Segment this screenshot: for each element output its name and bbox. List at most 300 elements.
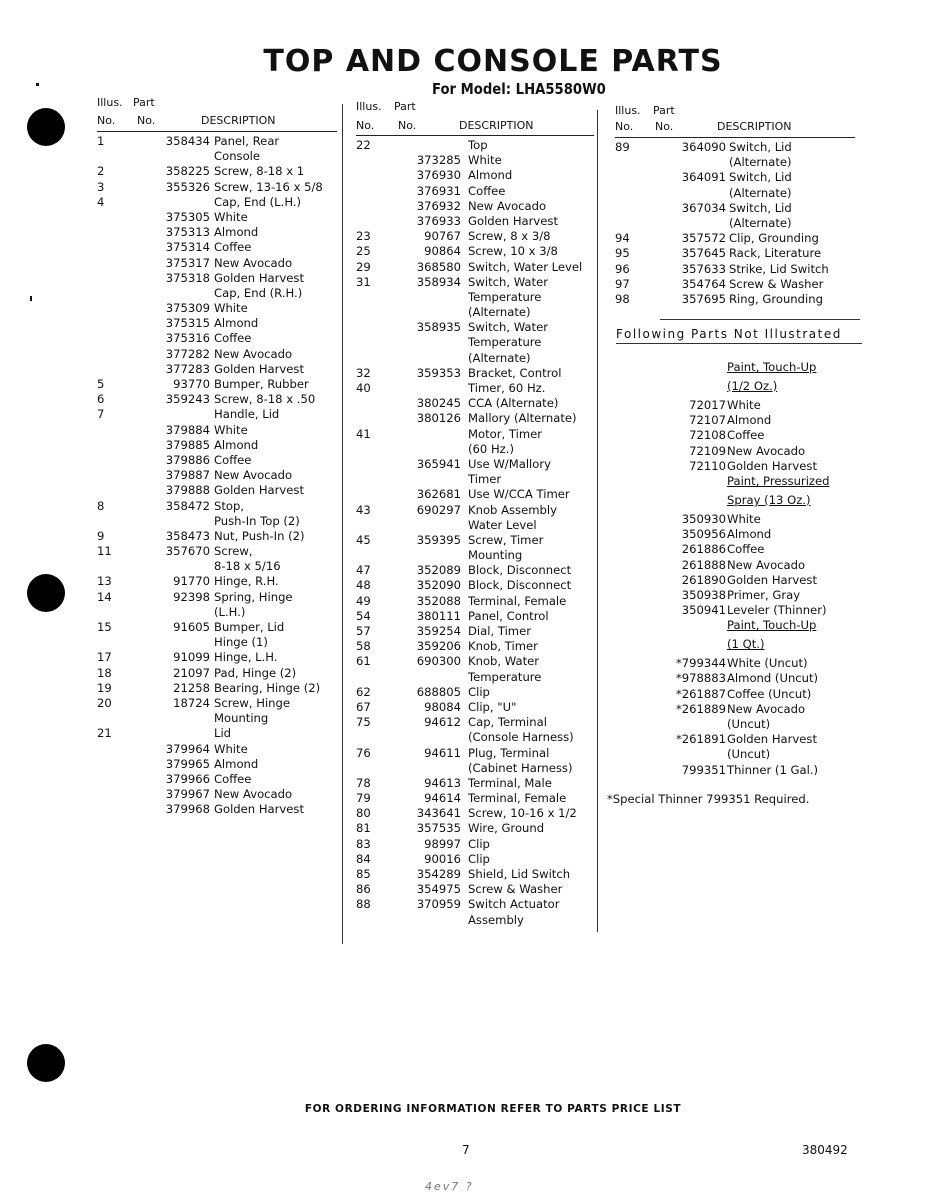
table-row (356, 548, 594, 563)
part-description: Screw, 13-16 x 5/8 (214, 179, 323, 194)
illus-number: 85 (356, 867, 371, 881)
part-description: Screw, 8-18 x 1 (214, 164, 305, 179)
table-row (97, 650, 337, 665)
illus-number: 78 (356, 775, 371, 790)
table-row (356, 411, 594, 426)
table-row (615, 277, 855, 292)
table-row (356, 290, 594, 305)
part-description: Coffee (214, 771, 252, 786)
part-description: New Avocado (468, 198, 547, 213)
table-row (356, 366, 594, 381)
part-description: Golden Harvest (214, 270, 304, 285)
part-number: 90767 (424, 229, 461, 244)
part-description: Almond (214, 437, 259, 452)
part-label: Part (653, 104, 675, 117)
illus-number: 7 (97, 407, 105, 422)
table-row (356, 791, 594, 806)
part-number: 376932 (416, 198, 461, 213)
illus-number: 15 (97, 620, 112, 634)
part-description: New Avocado (727, 701, 806, 716)
part-description: Clip (468, 836, 490, 851)
table-row (356, 867, 594, 882)
table-row (615, 763, 855, 778)
table-row (97, 195, 337, 210)
table-row (356, 168, 594, 183)
table-row (356, 563, 594, 578)
part-number: 90864 (424, 244, 461, 259)
illus-number: 67 (356, 699, 371, 714)
part-description: Pad, Hinge (2) (214, 665, 297, 680)
part-number: 261888 (681, 557, 726, 572)
page-title: TOP AND CONSOLE PARTS (263, 44, 723, 79)
part-number: 375318 (165, 270, 210, 285)
table-row (356, 700, 594, 715)
illus-number: 13 (97, 574, 112, 589)
table-row (356, 184, 594, 199)
illus-number: 22 (356, 138, 371, 152)
illus-number: 20 (97, 695, 112, 710)
table-row (97, 423, 337, 438)
part-description: Assembly (468, 912, 524, 927)
footnote: *Special Thinner 799351 Required. (607, 792, 810, 806)
table-row (97, 453, 337, 468)
part-no-label: No. (398, 119, 417, 132)
part-number: 98997 (424, 836, 461, 851)
page-number: 7 (462, 1143, 470, 1157)
part-number: 376933 (416, 213, 461, 228)
part-description: New Avocado (214, 787, 293, 802)
illus-number: 5 (97, 377, 105, 391)
part-number: 261886 (681, 542, 726, 557)
table-row (356, 320, 594, 335)
part-description: Golden Harvest (727, 732, 817, 747)
part-number: 94614 (424, 791, 461, 806)
table-row (356, 624, 594, 639)
table-row (615, 246, 855, 261)
illus-number: 61 (356, 654, 371, 669)
table-row (97, 256, 337, 271)
part-number: 91605 (173, 620, 210, 634)
table-row (97, 802, 337, 817)
part-number: 358934 (416, 274, 461, 289)
illus-number: 96 (615, 261, 630, 276)
part-description: Screw, 10-16 x 1/2 (468, 806, 577, 821)
illus-number: 9 (97, 528, 105, 543)
table-row (97, 362, 337, 377)
part-description: Clip (468, 684, 490, 699)
part-description: Temperature (468, 335, 542, 350)
part-description: (1 Qt.) (727, 637, 765, 652)
table-row (97, 590, 337, 605)
table-row (356, 639, 594, 654)
part-number: 379886 (165, 452, 210, 467)
parts-list (615, 360, 855, 778)
table-row (356, 396, 594, 411)
part-number: 93770 (173, 377, 210, 391)
table-row (356, 229, 594, 244)
part-description: Switch, Water (468, 320, 548, 335)
table-row (97, 666, 337, 681)
part-description: Almond (214, 225, 259, 240)
table-row (356, 518, 594, 533)
table-row (356, 214, 594, 229)
table-row (615, 474, 855, 493)
table-row (615, 717, 855, 732)
column-header (356, 100, 594, 138)
table-row (97, 301, 337, 316)
part-description: (Cabinet Harness) (468, 760, 573, 775)
part-description: Ring, Grounding (729, 291, 823, 306)
illus-number: 48 (356, 578, 371, 593)
header-rule (615, 137, 855, 138)
table-row (356, 654, 594, 669)
part-number: 352089 (416, 563, 461, 578)
table-row (356, 335, 594, 350)
part-number: 72110 (689, 458, 726, 473)
table-row (97, 468, 337, 483)
part-description: Temperature (468, 669, 542, 684)
table-row (615, 603, 855, 618)
illus-number: 2 (97, 164, 105, 179)
part-number: 357670 (165, 544, 210, 559)
table-row (615, 459, 855, 474)
part-description: Coffee (214, 452, 252, 467)
table-row (356, 852, 594, 867)
part-description: Coffee (468, 183, 506, 198)
part-description: Switch Actuator (468, 897, 560, 912)
column-divider (597, 110, 598, 932)
part-number: 359254 (416, 624, 461, 638)
table-row (356, 897, 594, 912)
table-row (615, 618, 855, 637)
part-description: Hinge, L.H. (214, 650, 278, 665)
part-number: 379887 (165, 468, 210, 483)
illus-number: 95 (615, 246, 630, 261)
part-description: Nut, Push-In (2) (214, 528, 305, 543)
part-no-label: No. (137, 114, 156, 127)
part-description: (Alternate) (729, 155, 792, 170)
part-number: 376930 (416, 168, 461, 183)
table-row (615, 656, 855, 671)
part-description: New Avocado (727, 443, 806, 458)
part-description: Almond (214, 756, 259, 771)
table-row (356, 609, 594, 624)
table-row (615, 687, 855, 702)
part-number: 380126 (416, 411, 461, 426)
table-row (97, 210, 337, 225)
part-description: Golden Harvest (727, 458, 817, 473)
part-number: 72109 (689, 443, 726, 458)
table-row (97, 620, 337, 635)
part-description: Panel, Control (468, 608, 549, 623)
part-number: 98084 (424, 699, 461, 714)
part-number: *261891 (675, 732, 726, 747)
table-row (615, 292, 855, 307)
part-description: New Avocado (214, 346, 293, 361)
illus-number: 45 (356, 532, 371, 547)
part-number: 354289 (416, 867, 461, 881)
illus-no-label: No. (356, 119, 375, 132)
part-number: 379888 (165, 483, 210, 498)
part-number: 91099 (173, 650, 210, 665)
table-row (615, 558, 855, 573)
part-description: Paint, Touch-Up (727, 618, 817, 633)
part-description: Spray (13 Oz.) (727, 492, 811, 507)
part-description: Bearing, Hinge (2) (214, 680, 321, 695)
part-number: 355326 (165, 179, 210, 194)
illus-number: 83 (356, 836, 371, 851)
part-description: Rack, Literature (729, 246, 822, 261)
illus-number: 57 (356, 624, 371, 638)
section-rule (660, 319, 860, 320)
part-number: 359395 (416, 532, 461, 547)
part-number: 359243 (165, 392, 210, 407)
part-description: Screw, 10 x 3/8 (468, 244, 558, 259)
table-row (97, 164, 337, 179)
table-row (615, 155, 855, 170)
table-row (615, 637, 855, 656)
part-description: Knob, Timer (468, 639, 538, 654)
illus-number: 43 (356, 502, 371, 517)
illus-number: 14 (97, 589, 112, 604)
table-row (356, 670, 594, 685)
table-row (97, 787, 337, 802)
part-description: (Alternate) (468, 305, 531, 320)
part-description: Strike, Lid Switch (729, 261, 829, 276)
illus-number: 54 (356, 608, 371, 623)
part-number: 380111 (416, 608, 461, 623)
part-description: Cap, Terminal (468, 715, 547, 730)
column-divider (342, 104, 343, 944)
illus-number: 17 (97, 650, 112, 665)
table-row (356, 913, 594, 928)
part-description: Coffee (Uncut) (727, 686, 812, 701)
table-row (615, 201, 855, 216)
illus-number: 29 (356, 259, 371, 274)
part-description: Primer, Gray (727, 587, 801, 602)
part-description: Bumper, Lid (214, 620, 285, 634)
table-row (97, 514, 337, 529)
part-description: 8-18 x 5/16 (214, 559, 281, 574)
part-number: 373285 (416, 153, 461, 168)
section-rule (616, 343, 862, 344)
table-row (615, 542, 855, 557)
header-rule (356, 135, 594, 136)
table-row (615, 588, 855, 603)
part-number: 354975 (416, 882, 461, 897)
part-description: Knob Assembly (468, 502, 557, 517)
part-description: (60 Hz.) (468, 441, 514, 456)
part-number: 688805 (416, 684, 461, 699)
table-row (356, 199, 594, 214)
part-description: Block, Disconnect (468, 578, 572, 593)
table-row (356, 715, 594, 730)
illus-number: 23 (356, 229, 371, 244)
part-number: 375315 (165, 316, 210, 331)
part-description: Coffee (727, 542, 765, 557)
part-number: 91770 (173, 574, 210, 589)
part-description: Spring, Hinge (214, 589, 293, 604)
table-row (356, 244, 594, 259)
part-description: Water Level (468, 517, 537, 532)
part-description: Cap, End (R.H.) (214, 285, 303, 300)
table-row (615, 231, 855, 246)
illus-number: 80 (356, 806, 371, 821)
table-row (615, 671, 855, 686)
illus-number: 4 (97, 194, 105, 209)
part-description: Screw & Washer (468, 882, 563, 897)
part-description: (Alternate) (729, 215, 792, 230)
part-number: 799351 (681, 762, 726, 777)
part-number: 379885 (165, 437, 210, 452)
part-number: 379967 (165, 787, 210, 802)
part-description: Bracket, Control (468, 365, 562, 380)
part-number: *261889 (675, 701, 726, 716)
part-number: 357572 (681, 231, 726, 246)
part-description: White (214, 301, 248, 316)
parts-column-3 (615, 104, 855, 307)
part-description: Almond (Uncut) (727, 671, 819, 686)
binder-hole-top (27, 108, 65, 146)
part-description: Screw, (214, 544, 253, 559)
table-row (97, 271, 337, 286)
part-description: New Avocado (214, 255, 293, 270)
table-row (356, 472, 594, 487)
part-description: New Avocado (214, 468, 293, 483)
part-number: 357695 (681, 291, 726, 306)
table-row (356, 275, 594, 290)
part-number: 367034 (681, 200, 726, 215)
table-row (97, 605, 337, 620)
table-row (615, 747, 855, 762)
table-row (97, 544, 337, 559)
part-number: 379884 (165, 422, 210, 437)
part-description: Golden Harvest (214, 802, 304, 817)
part-description: Lid (214, 726, 232, 741)
part-description: Golden Harvest (468, 213, 558, 228)
illus-number: 31 (356, 274, 371, 289)
illus-number: 86 (356, 882, 371, 897)
part-no-label: No. (655, 120, 674, 133)
part-number: 370959 (416, 897, 461, 912)
header-rule (97, 131, 337, 132)
part-number: 380245 (416, 396, 461, 411)
table-row (356, 730, 594, 745)
not-illustrated-heading: Following Parts Not Illustrated (616, 327, 842, 341)
binder-hole-bottom (27, 1044, 65, 1082)
part-description: Clip, Grounding (729, 231, 819, 246)
table-row (356, 305, 594, 320)
column-header (97, 96, 337, 134)
part-number: 377282 (165, 346, 210, 361)
table-row (356, 381, 594, 396)
part-number: 350956 (681, 527, 726, 542)
part-number: 379968 (165, 802, 210, 817)
table-row (97, 635, 337, 650)
part-description: Handle, Lid (214, 407, 280, 422)
part-description: Hinge (1) (214, 635, 268, 650)
description-label: DESCRIPTION (201, 114, 276, 127)
part-description: Almond (727, 527, 772, 542)
part-number: 377283 (165, 361, 210, 376)
part-number: 358935 (416, 320, 461, 335)
illus-number: 89 (615, 140, 630, 154)
part-number: 358472 (165, 498, 210, 513)
table-row (97, 574, 337, 589)
part-number: 358434 (165, 134, 210, 148)
table-row (356, 533, 594, 548)
table-row (97, 438, 337, 453)
part-number: 94611 (424, 745, 461, 760)
illus-number: 75 (356, 715, 371, 730)
model-line: For Model: LHA5580W0 (432, 80, 606, 98)
part-number: 350930 (681, 511, 726, 526)
part-description: Hinge, R.H. (214, 574, 279, 589)
part-description: CCA (Alternate) (468, 396, 559, 411)
scan-speck (36, 83, 39, 86)
table-row (97, 757, 337, 772)
part-description: Golden Harvest (214, 483, 304, 498)
part-number: 379965 (165, 756, 210, 771)
description-label: DESCRIPTION (717, 120, 792, 133)
table-row (356, 442, 594, 457)
table-row (615, 262, 855, 277)
part-description: Switch, Lid (729, 170, 792, 185)
illus-number: 1 (97, 134, 105, 148)
table-row (97, 316, 337, 331)
part-number: 376931 (416, 183, 461, 198)
table-row (615, 140, 855, 155)
part-description: Terminal, Female (468, 593, 567, 608)
table-row (356, 821, 594, 836)
part-number: 94613 (424, 775, 461, 790)
illus-no-label: No. (615, 120, 634, 133)
part-description: Motor, Timer (468, 426, 543, 441)
part-description: Screw, Timer (468, 532, 544, 547)
part-description: Coffee (727, 428, 765, 443)
part-number: 362681 (416, 487, 461, 502)
table-row (615, 444, 855, 459)
part-number: 365941 (416, 456, 461, 471)
table-row (97, 377, 337, 392)
part-description: (Uncut) (727, 747, 771, 762)
table-row (356, 761, 594, 776)
part-description: (Uncut) (727, 717, 771, 731)
part-description: New Avocado (727, 557, 806, 572)
table-row (356, 685, 594, 700)
table-row (356, 503, 594, 518)
table-row (97, 225, 337, 240)
table-row (97, 331, 337, 346)
table-row (615, 702, 855, 717)
part-description: Coffee (214, 240, 252, 255)
illus-number: 8 (97, 498, 105, 513)
table-row (356, 882, 594, 897)
illus-label: Illus. (97, 96, 123, 109)
table-row (615, 360, 855, 379)
part-description: Wire, Ground (468, 821, 545, 836)
part-number: 358225 (165, 164, 210, 179)
table-row (356, 138, 594, 153)
table-row (97, 696, 337, 711)
part-description: Bumper, Rubber (214, 377, 309, 391)
scan-speck (30, 296, 32, 301)
column-header (615, 104, 855, 140)
table-row (615, 732, 855, 747)
part-description: White (214, 422, 248, 437)
part-number: 354764 (681, 276, 726, 291)
part-number: 358473 (165, 528, 210, 543)
